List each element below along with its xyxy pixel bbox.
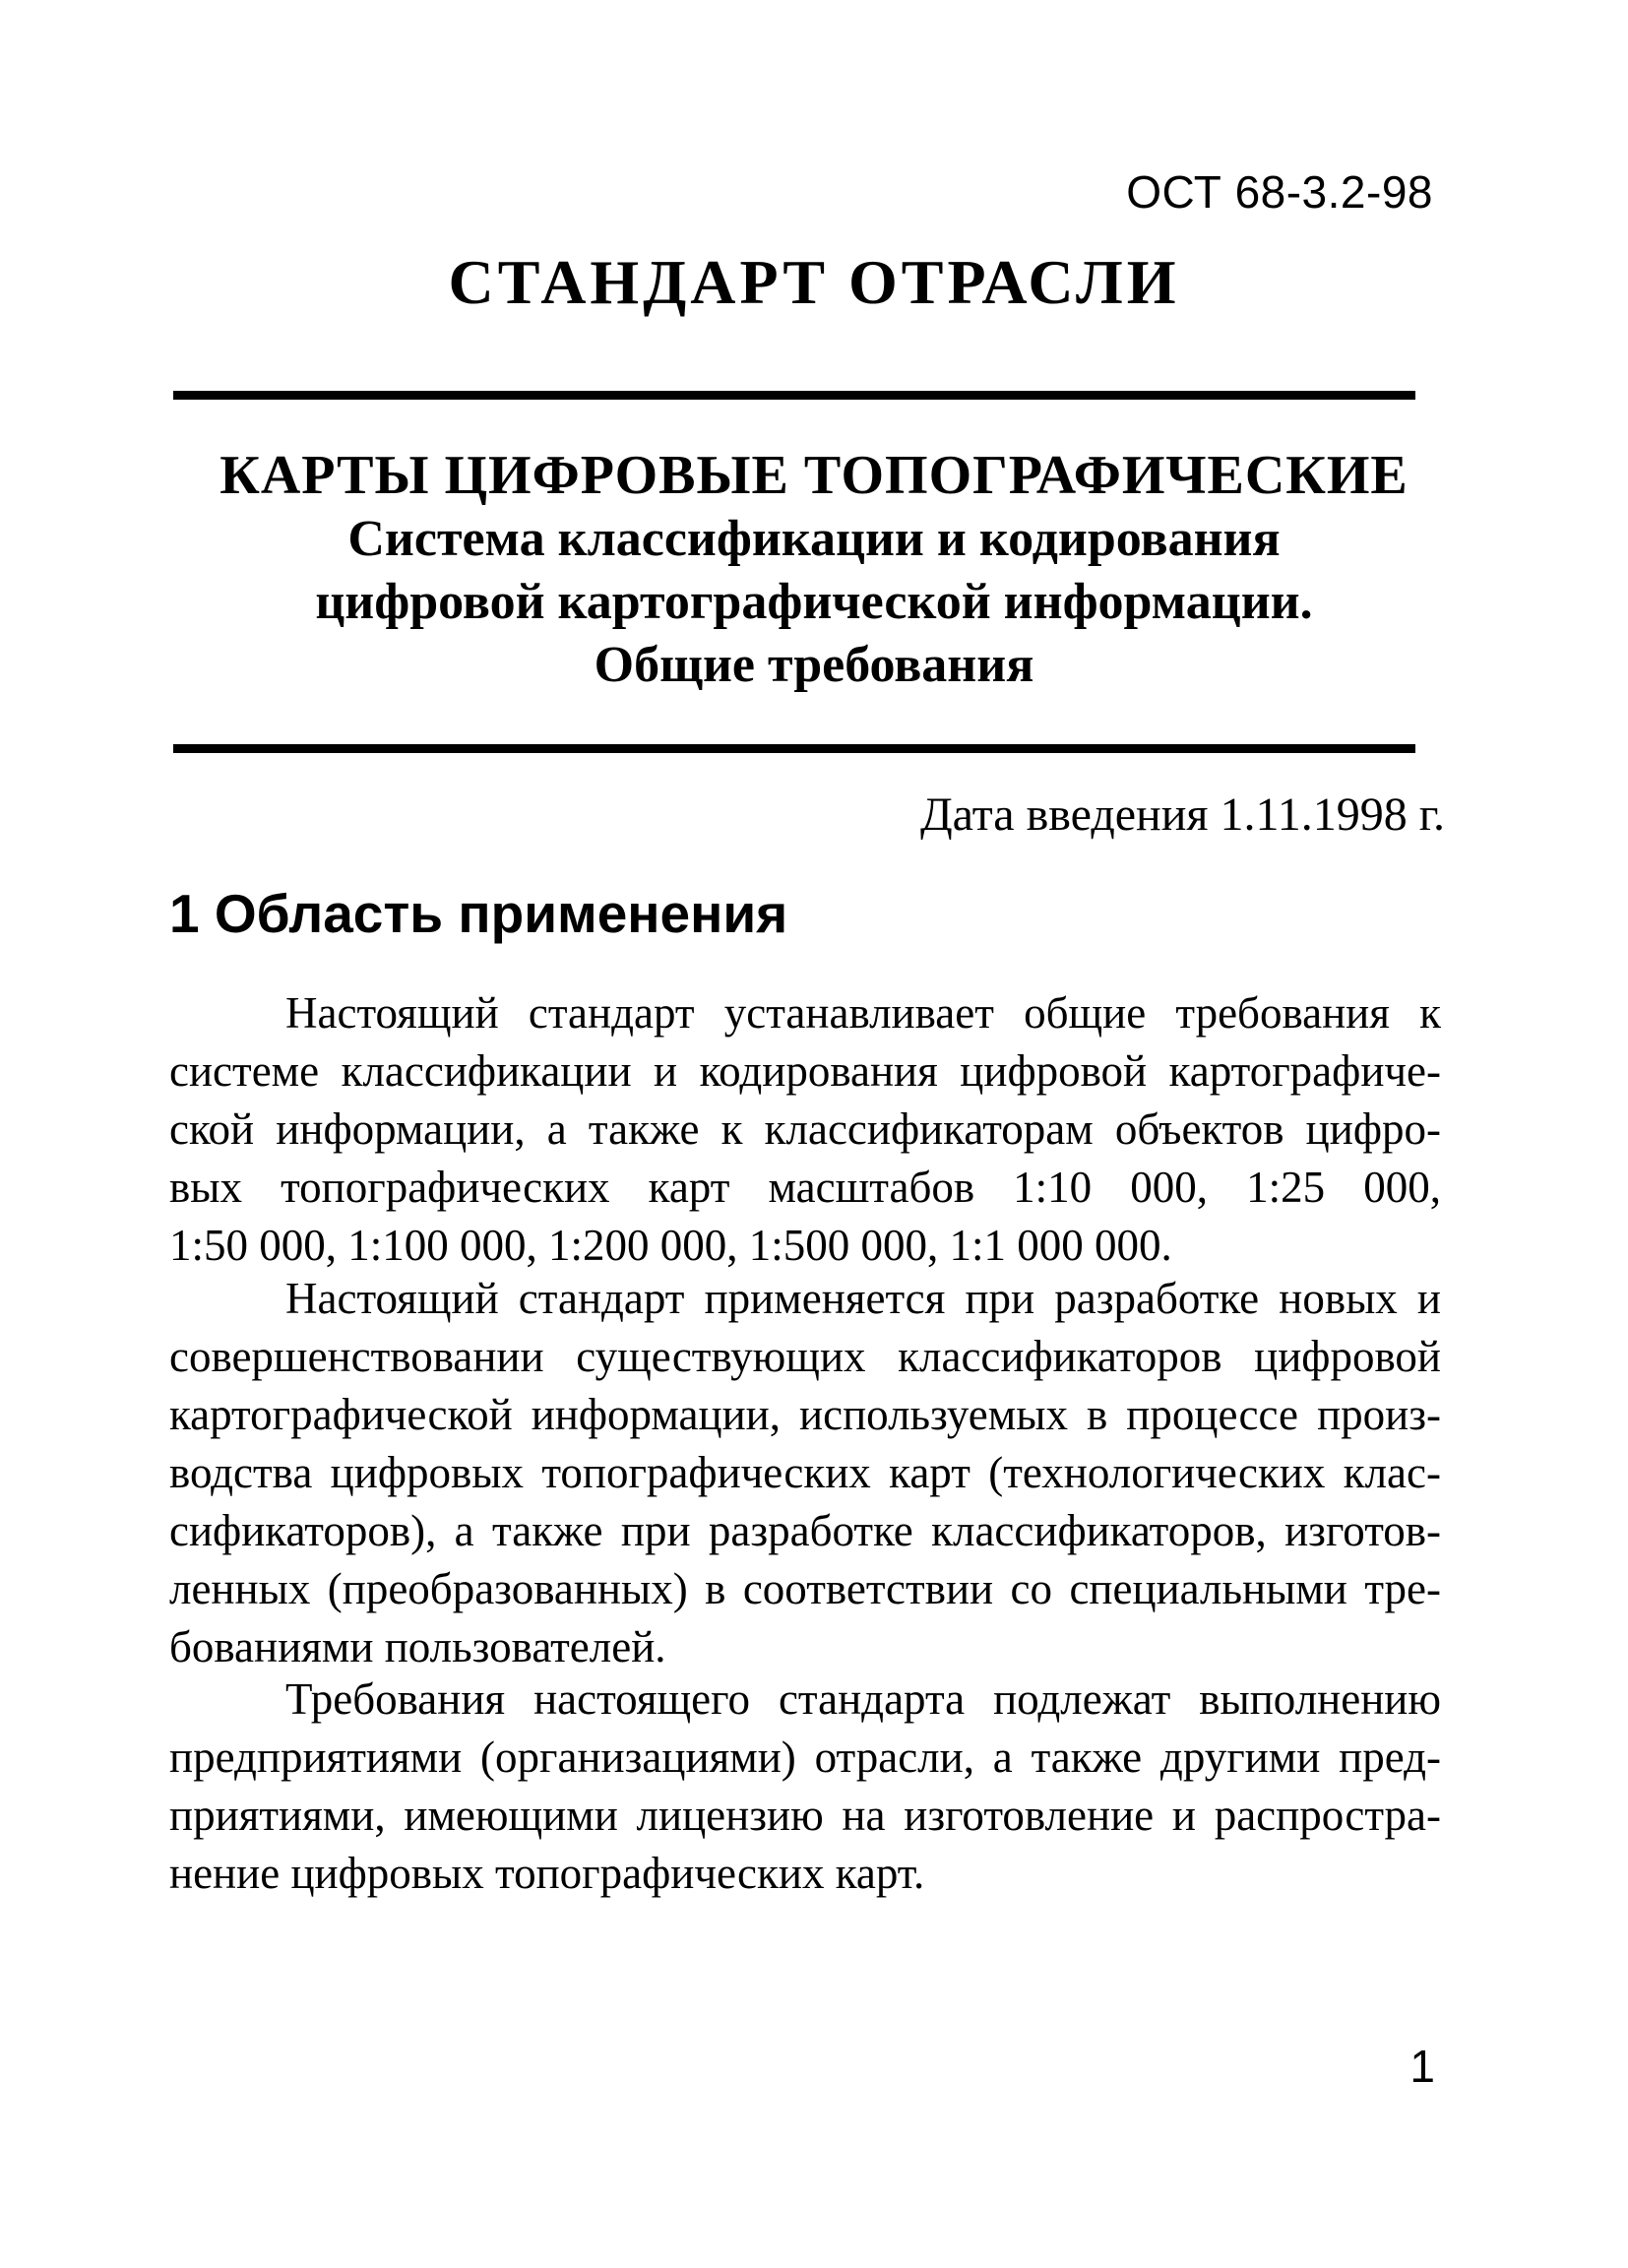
paragraph-line: сификаторов), а также при разработке классификаторов, изготов- — [169, 1506, 1441, 1555]
paragraph-line: Требования настоящего стандарта подлежат выполнению — [285, 1674, 1441, 1724]
paragraph-line: картографической информации, используемых в процессе произ- — [169, 1390, 1441, 1439]
title-main: КАРТЫ ЦИФРОВЫЕ ТОПОГРАФИЧЕСКИЕ — [219, 445, 1409, 506]
paragraph-line: приятиями, имеющими лицензию на изготовление и распростра- — [169, 1791, 1441, 1840]
title-subtitle-line: Система классификации и кодирования — [347, 511, 1281, 567]
paragraph-line: бованиями пользователей. — [169, 1622, 666, 1671]
page-number: 1 — [1409, 2041, 1435, 2092]
paragraph-2 — [169, 1270, 1441, 1676]
paragraph-line: нение цифровых топографических карт. — [169, 1849, 925, 1898]
paragraph-line: ской информации, а также к классификаторам объектов цифро- — [169, 1104, 1441, 1154]
introduction-date: Дата введения 1.11.1998 г. — [919, 788, 1445, 841]
paragraph-line: предприятиями (организациями) отрасли, а также другими пред- — [169, 1732, 1441, 1782]
paragraph-line: Настоящий стандарт устанавливает общие требования к — [285, 988, 1441, 1038]
paragraph-line: Настоящий стандарт применяется при разработке новых и — [285, 1274, 1441, 1323]
title-rule-bottom — [173, 744, 1415, 753]
paragraph-1 — [169, 984, 1441, 1275]
paragraph-3 — [169, 1670, 1441, 1903]
title-rule-top — [173, 391, 1415, 400]
title-subtitle-line: Общие требования — [594, 637, 1034, 693]
paragraph-line: вых топографических карт масштабов 1:10 000, 1:25 000, — [169, 1163, 1441, 1212]
section-heading: 1 Область применения — [169, 883, 788, 944]
paragraph-line: системе классификации и кодирования цифровой картографиче- — [169, 1046, 1441, 1096]
document-title — [0, 443, 1628, 697]
standard-header: СТАНДАРТ ОТРАСЛИ — [448, 247, 1180, 317]
paragraph-line: водства цифровых топографических карт (технологических клас- — [169, 1448, 1441, 1497]
paragraph-line: 1:50 000, 1:100 000, 1:200 000, 1:500 000, 1:1 000 000. — [169, 1221, 1172, 1270]
paragraph-line: ленных (преобразованных) в соответствии со специальными тре- — [169, 1564, 1441, 1613]
paragraph-line: совершенствовании существующих классификаторов цифровой — [169, 1332, 1441, 1381]
standard-code: ОСТ 68-3.2-98 — [1126, 166, 1433, 218]
title-subtitle-line: цифровой картографической информации. — [315, 574, 1313, 630]
